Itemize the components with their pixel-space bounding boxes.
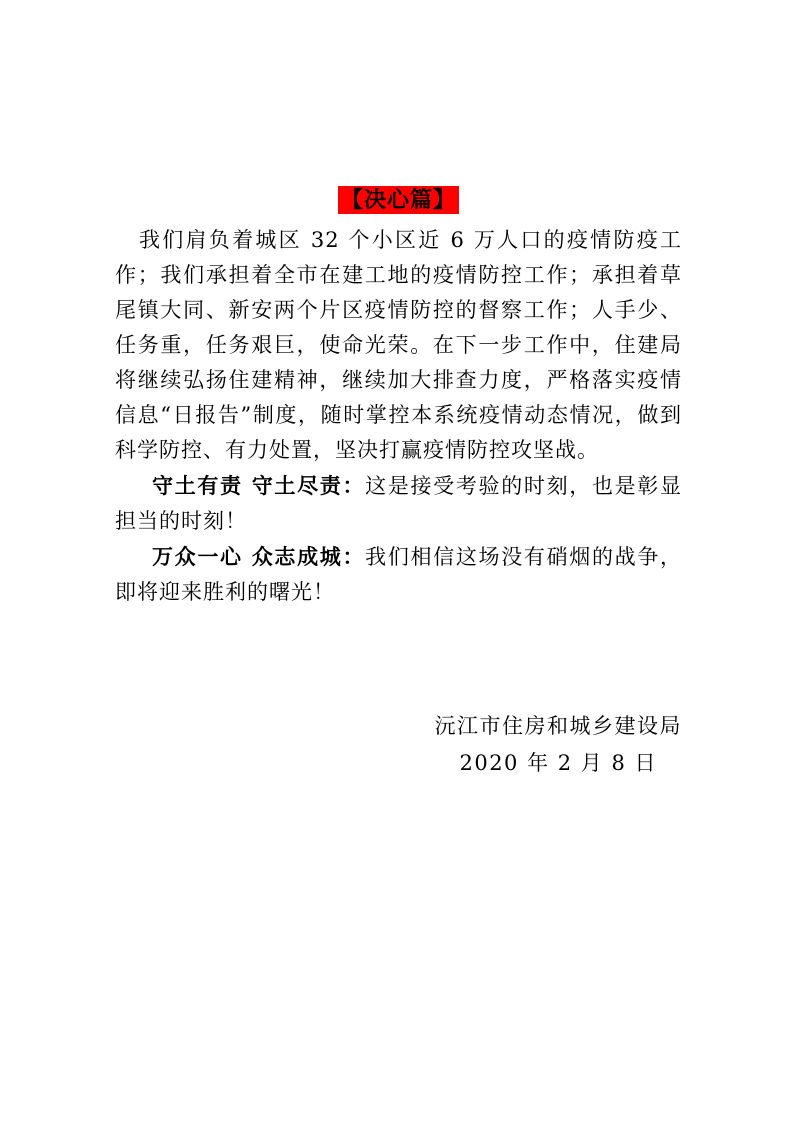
document-content bbox=[115, 186, 682, 782]
paragraph-unity-lead: 万众一心 众志成城： bbox=[152, 544, 366, 569]
signature-date: 2020 年 2 月 8 日 bbox=[459, 751, 658, 775]
paragraph-duty-lead: 守土有责 守土尽责： bbox=[152, 473, 366, 498]
signature-block bbox=[115, 708, 682, 782]
section-title-row bbox=[115, 186, 682, 214]
paragraph-intro bbox=[115, 223, 682, 468]
signature-inner bbox=[435, 708, 683, 782]
paragraph-unity bbox=[115, 539, 682, 610]
paragraph-unity-text: 我们相信这场没有硝烟的战争，即将迎来胜利的曙光！ bbox=[115, 545, 683, 604]
paragraph-intro-text: 我们肩负着城区 32 个小区近 6 万人口的疫情防疫工作；我们承担着全市在建工地的疫情防控工作；承担着草尾镇大同、新安两个片区疫情防控的督察工作；人手少、任务重，任务艰巨，使命光荣。在下一步工作中，住建局将继续弘扬住建精神，继续加大排查力度，严格落实疫情信息“日报告”制度，随时掌控本系统疫情动态情况，做到科学防控、有力处置，坚决打赢疫情防控攻坚战。 bbox=[115, 228, 682, 462]
section-title: 【决心篇】 bbox=[338, 186, 459, 214]
paragraph-duty bbox=[115, 468, 682, 539]
paragraph-duty-text: 这是接受考验的时刻，也是彰显担当的时刻！ bbox=[115, 474, 683, 533]
signature-org: 沅江市住房和城乡建设局 bbox=[434, 714, 682, 738]
